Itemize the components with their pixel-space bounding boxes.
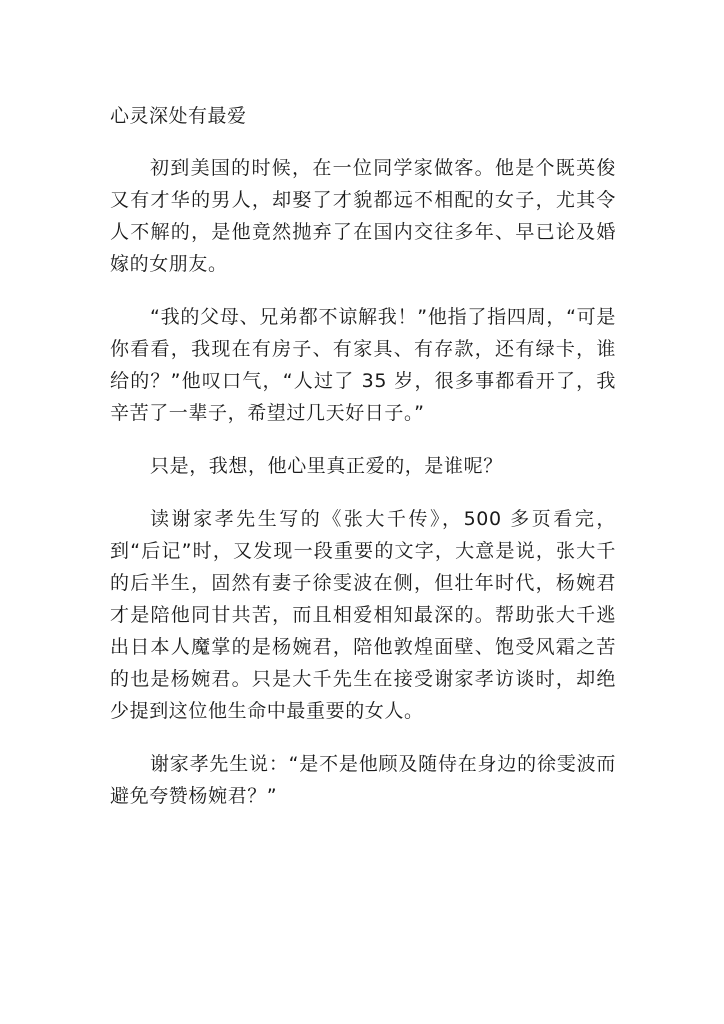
paragraph-5: 谢家孝先生说：“是不是他顾及随侍在身边的徐雯波而避免夸赞杨婉君？” [110,753,616,807]
paragraph-3: 只是，我想，他心里真正爱的，是谁呢？ [150,455,503,477]
document-title: 心灵深处有最爱 [110,105,247,127]
paragraph-1: 初到美国的时候，在一位同学家做客。他是个既英俊又有才华的男人，却娶了才貌都远不相配的女子，尤其令人不解的，是他竟然抛弃了在国内交往多年、早已论及婚嫁的女朋友。 [110,157,616,275]
paragraph-2: “我的父母、兄弟都不谅解我！”他指了指四周，“可是你看看，我现在有房子、有家具、有存款，还有绿卡，谁给的？”他叹口气，“人过了 35 岁，很多事都看开了，我辛苦了一辈子，希望过几天好日子。” [110,306,616,424]
paragraph-4: 读谢家孝先生写的《张大千传》，500 多页看完，到“后记”时，又发现一段重要的文字，大意是说，张大千的后半生，固然有妻子徐雯波在侧，但壮年时代，杨婉君才是陪他同甘共苦，而且相爱相知最深的。帮助张大千逃出日本人魔掌的是杨婉君，陪他敦煌面壁、饱受风霜之苦的也是杨婉君。只是大千先生在接受谢家孝访谈时，却绝少提到这位他生命中最重要的女人。 [110,508,616,722]
document-body [110,100,616,833]
